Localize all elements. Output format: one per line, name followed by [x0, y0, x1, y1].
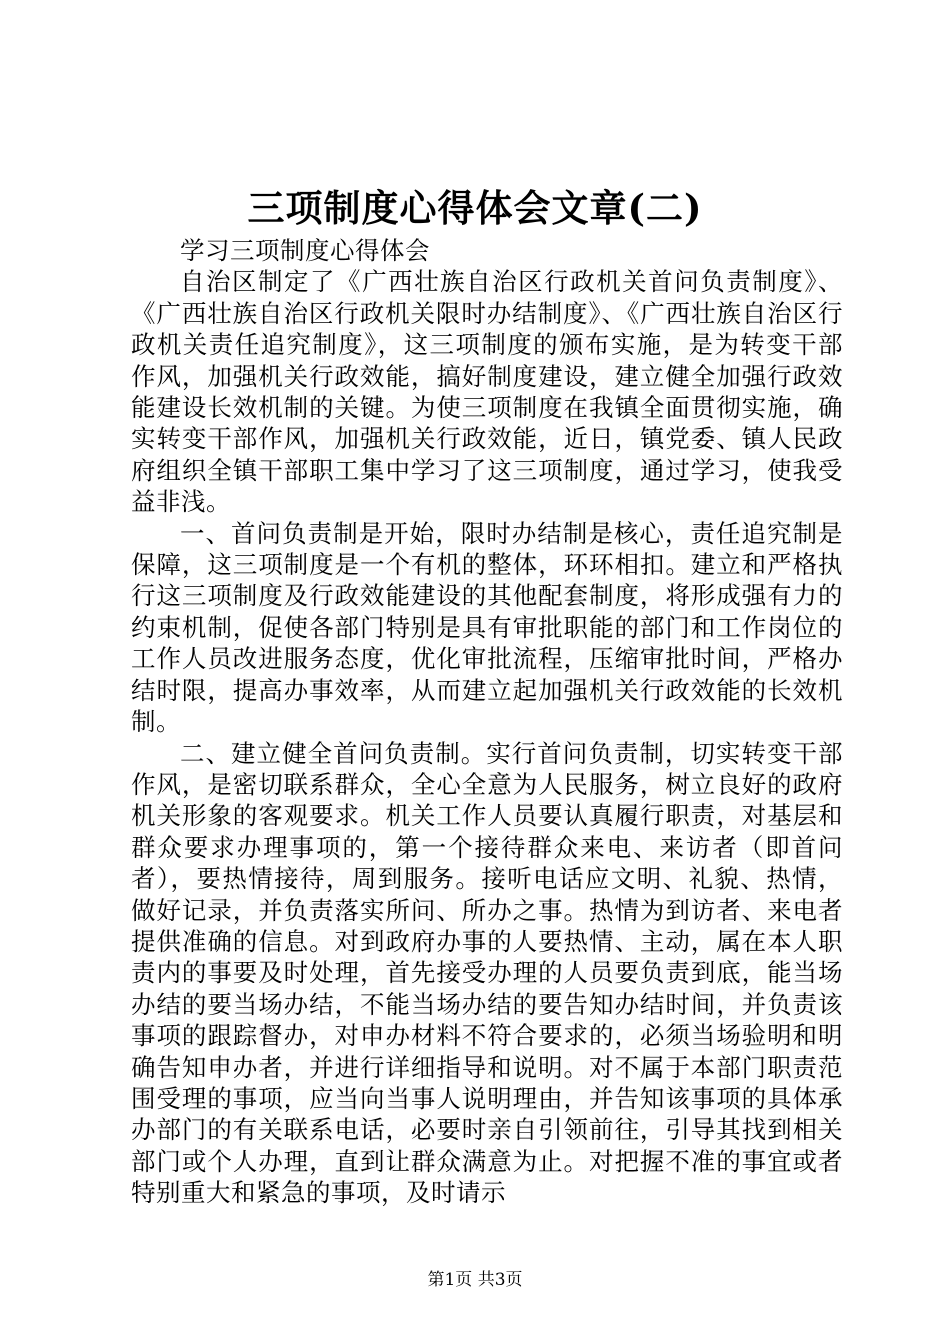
paragraph-section-two: 二、建立健全首问负责制。实行首问负责制，切实转变干部作风，是密切联系群众，全心全意为人民服务，树立良好的政府机关形象的客观要求。机关工作人员要认真履行职责，对基层和群众要求办理事项的，第一个接待群众来电、来访者（即首问者），要热情接待，周到服务。接听电话应文明、礼貌、热情，做好记录，并负责落实所问、所办之事。热情为到访者、来电者提供准确的信息。对到政府办事的人要热情、主动，属在本人职责内的事要及时处理，首先接受办理的人员要负责到底，能当场办结的要当场办结，不能当场办结的要告知办结时间，并负责该事项的跟踪督办，对申办材料不符合要求的，必须当场验明和明确告知申办者，并进行详细指导和说明。对不属于本部门职责范围受理的事项，应当向当事人说明理由，并告知该事项的具体承办部门的有关联系电话，必要时亲自引领前往，引导其找到相关部门或个人办理，直到让群众满意为止。对把握不准的事宜或者特别重大和紧急的事项，及时请示	[131, 738, 843, 1208]
document-title: 三项制度心得体会文章(二)	[247, 186, 703, 230]
paragraph-section-one: 一、首问负责制是开始，限时办结制是核心，责任追究制是保障，这三项制度是一个有机的整体，环环相扣。建立和严格执行这三项制度及行政效能建设的其他配套制度，将形成强有力的约束机制，促使各部门特别是具有审批职能的部门和工作岗位的工作人员改进服务态度，优化审批流程，压缩审批时间，严格办结时限，提高办事效率，从而建立起加强机关行政效能的长效机制。	[131, 518, 843, 737]
document-body	[131, 235, 843, 1209]
paragraph-intro: 自治区制定了《广西壮族自治区行政机关首问负责制度》、《广西壮族自治区行政机关限时办结制度》、《广西壮族自治区行政机关责任追究制度》，这三项制度的颁布实施，是为转变干部作风，加强机关行政效能，搞好制度建设，建立健全加强行政效能建设长效机制的关键。为使三项制度在我镇全面贯彻实施，确实转变干部作风，加强机关行政效能，近日，镇党委、镇人民政府组织全镇干部职工集中学习了这三项制度，通过学习，使我受益非浅。	[131, 267, 843, 517]
page-footer: 第1页 共3页	[427, 1270, 523, 1290]
document-subtitle: 学习三项制度心得体会	[180, 236, 430, 265]
